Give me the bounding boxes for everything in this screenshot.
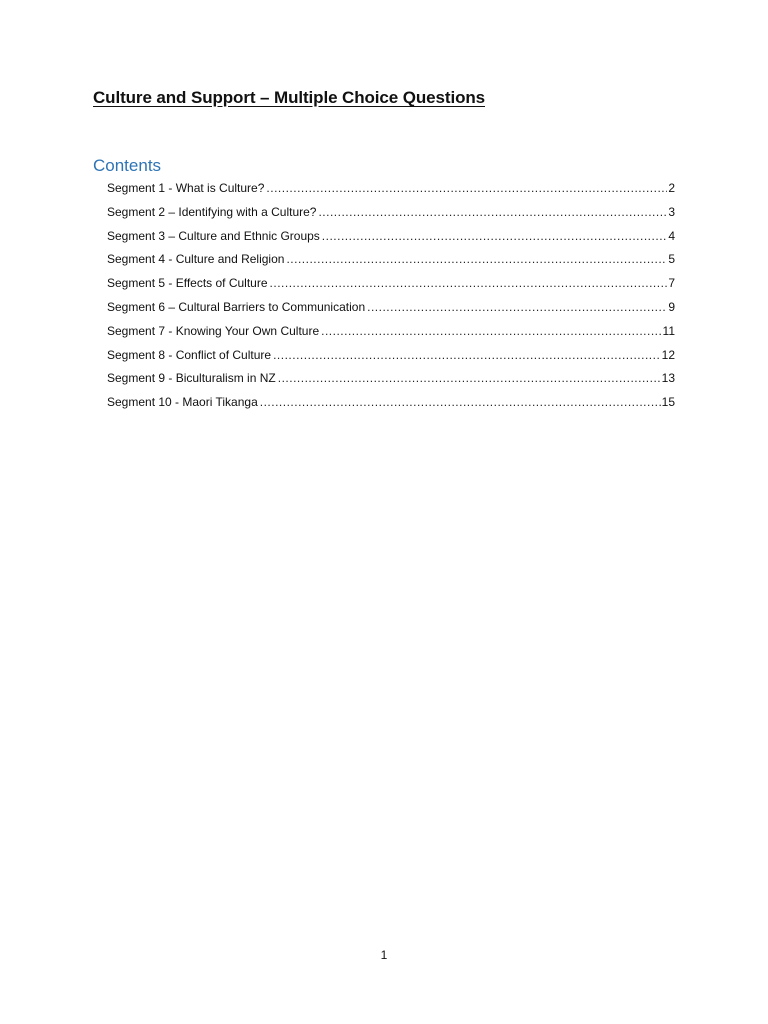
toc-entry-segment-3[interactable] — [107, 226, 675, 250]
toc-dot-leader — [322, 226, 668, 246]
toc-dot-leader — [278, 368, 661, 388]
toc-entry-segment-8[interactable] — [107, 345, 675, 369]
toc-dot-leader — [321, 321, 661, 341]
toc-entry-label: Segment 4 - Culture and Religion — [107, 252, 285, 267]
toc-entry-label: Segment 8 - Conflict of Culture — [107, 347, 272, 362]
toc-entry-page: 11 — [662, 323, 675, 338]
toc-dot-leader — [318, 202, 667, 222]
toc-entry-label: Segment 3 – Culture and Ethnic Groups — [107, 228, 320, 243]
toc-entry-segment-7[interactable] — [107, 321, 675, 345]
toc-entry-label: Segment 9 - Biculturalism in NZ — [107, 371, 276, 386]
toc-entry-page: 7 — [668, 276, 675, 291]
toc-entry-segment-5[interactable] — [107, 273, 675, 297]
toc-entry-label: Segment 1 - What is Culture? — [107, 181, 265, 195]
toc-dot-leader — [266, 178, 667, 198]
toc-dot-leader — [260, 392, 661, 412]
toc-entry-page: 9 — [668, 299, 675, 314]
toc-entry-page: 15 — [661, 395, 675, 410]
toc-entry-page: 2 — [668, 181, 675, 195]
toc-dot-leader — [270, 273, 668, 293]
toc-entry-label: Segment 5 - Effects of Culture — [107, 276, 268, 291]
toc-dot-leader — [273, 345, 661, 365]
toc-entry-page: 3 — [668, 204, 675, 219]
toc-entry-page: 13 — [661, 371, 675, 386]
toc-entry-segment-10[interactable] — [107, 392, 675, 416]
toc-entry-label: Segment 10 - Maori Tikanga — [107, 395, 258, 410]
toc-entry-segment-9[interactable] — [107, 368, 675, 392]
toc-entry-segment-4[interactable] — [107, 249, 675, 273]
toc-entry-label: Segment 7 - Knowing Your Own Culture — [107, 323, 320, 338]
page-number: 1 — [380, 948, 388, 962]
toc-entry-segment-2[interactable] — [107, 202, 675, 226]
toc-dot-leader — [367, 297, 667, 317]
table-of-contents — [107, 178, 675, 416]
document-title: Culture and Support – Multiple Choice Questions — [93, 88, 485, 107]
toc-entry-page: 5 — [668, 252, 675, 267]
contents-heading: Contents — [93, 156, 162, 175]
toc-entry-label: Segment 2 – Identifying with a Culture? — [107, 204, 317, 219]
toc-entry-page: 12 — [661, 347, 675, 362]
toc-entry-page: 4 — [668, 228, 675, 243]
toc-dot-leader — [286, 249, 667, 269]
toc-entry-segment-1[interactable] — [107, 178, 675, 202]
toc-entry-label: Segment 6 – Cultural Barriers to Communication — [107, 299, 366, 314]
toc-entry-segment-6[interactable] — [107, 297, 675, 321]
